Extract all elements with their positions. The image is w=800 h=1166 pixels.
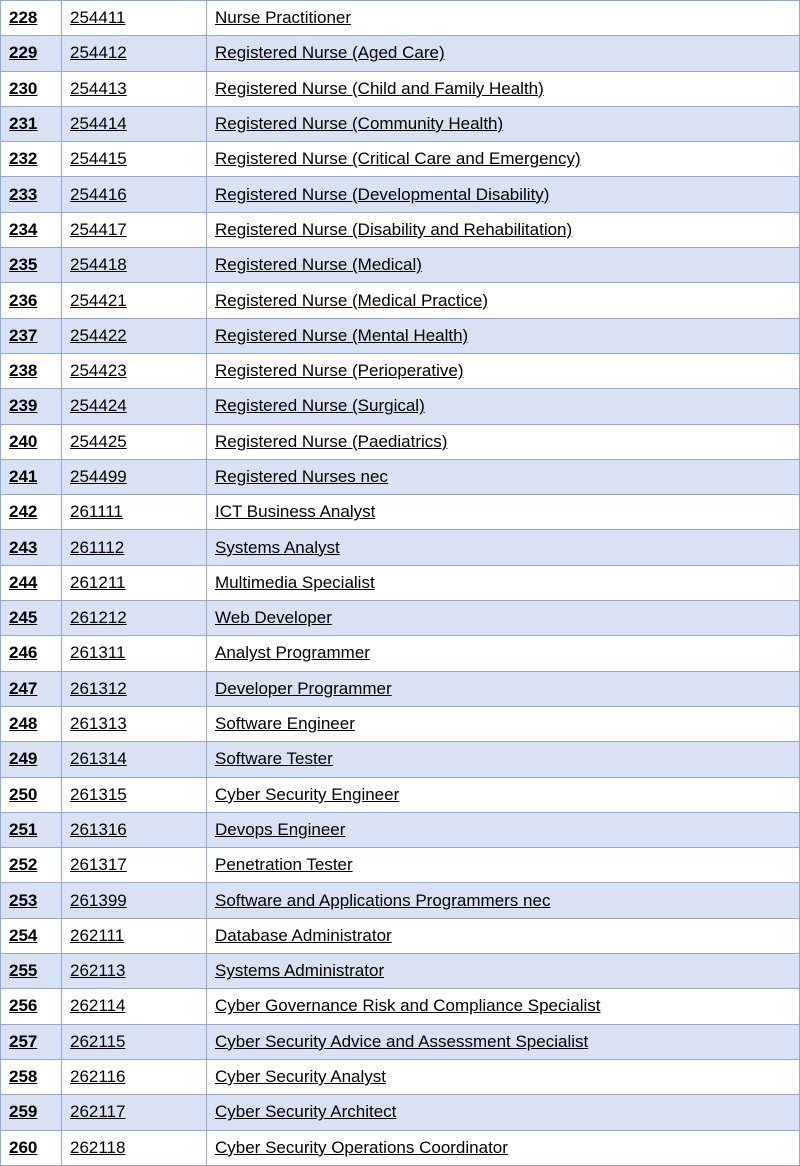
occupation-title-cell bbox=[207, 353, 800, 388]
row-number-cell bbox=[1, 71, 62, 106]
table-row bbox=[1, 671, 800, 706]
anzsco-code-link[interactable]: 254416 bbox=[70, 184, 127, 204]
anzsco-code-link[interactable]: 254418 bbox=[70, 255, 127, 275]
row-number-link[interactable]: 233 bbox=[9, 184, 38, 204]
table-row bbox=[1, 1024, 800, 1059]
occupation-title-link[interactable]: Cyber Security Engineer bbox=[215, 784, 400, 804]
occupation-title-cell bbox=[207, 989, 800, 1024]
occupation-title-link[interactable]: Developer Programmer bbox=[215, 678, 392, 698]
occupation-title-link[interactable]: Registered Nurse (Developmental Disability) bbox=[215, 184, 550, 204]
row-number-cell bbox=[1, 248, 62, 283]
anzsco-code-cell bbox=[62, 177, 207, 212]
anzsco-code-cell bbox=[62, 353, 207, 388]
table-row bbox=[1, 424, 800, 459]
table-row bbox=[1, 918, 800, 953]
occupation-title-link[interactable]: Registered Nurse (Surgical) bbox=[215, 396, 425, 416]
table-row bbox=[1, 954, 800, 989]
occupation-title-cell bbox=[207, 36, 800, 71]
occupation-title-link[interactable]: Registered Nurses nec bbox=[215, 467, 388, 486]
anzsco-code-link[interactable]: 254414 bbox=[70, 114, 127, 134]
table-row bbox=[1, 848, 800, 883]
row-number-link[interactable]: 256 bbox=[9, 996, 38, 1016]
row-number-link[interactable]: 240 bbox=[9, 431, 38, 451]
occupation-title-link[interactable]: Registered Nurse (Child and Family Health) bbox=[215, 78, 544, 98]
anzsco-code-cell bbox=[62, 1095, 207, 1130]
anzsco-code-cell bbox=[62, 671, 207, 706]
occupation-title-cell bbox=[207, 248, 800, 283]
occupation-title-link[interactable]: Nurse Practitioner bbox=[215, 8, 352, 28]
occupation-title-cell bbox=[207, 283, 800, 318]
anzsco-code-link[interactable]: 261315 bbox=[70, 784, 127, 804]
anzsco-code-cell bbox=[62, 530, 207, 565]
occupation-title-cell bbox=[207, 212, 800, 247]
occupation-title-link[interactable]: Cyber Security Advice and Assessment Specialist bbox=[215, 1031, 589, 1051]
row-number-cell bbox=[1, 742, 62, 777]
anzsco-code-cell bbox=[62, 459, 207, 494]
anzsco-code-cell bbox=[62, 565, 207, 600]
occupation-title-cell bbox=[207, 777, 800, 812]
row-number-cell bbox=[1, 636, 62, 671]
row-number-cell bbox=[1, 777, 62, 812]
row-number-link[interactable]: 242 bbox=[9, 502, 38, 522]
table-row bbox=[1, 36, 800, 71]
row-number-link[interactable]: 235 bbox=[9, 255, 38, 275]
row-number-cell bbox=[1, 353, 62, 388]
row-number-cell bbox=[1, 989, 62, 1024]
anzsco-code-cell bbox=[62, 495, 207, 530]
anzsco-code-cell bbox=[62, 36, 207, 71]
table-row bbox=[1, 177, 800, 212]
row-number-link[interactable]: 254 bbox=[9, 925, 38, 945]
row-number-link[interactable]: 237 bbox=[9, 325, 38, 345]
anzsco-code-cell bbox=[62, 918, 207, 953]
table-row bbox=[1, 1, 800, 36]
anzsco-code-cell bbox=[62, 636, 207, 671]
row-number-link[interactable]: 259 bbox=[9, 1102, 38, 1122]
table-row bbox=[1, 812, 800, 847]
occupation-title-link[interactable]: ICT Business Analyst bbox=[215, 502, 376, 522]
occupation-title-link[interactable]: Web Developer bbox=[215, 608, 332, 628]
anzsco-code-link[interactable]: 261311 bbox=[70, 643, 126, 663]
occupation-title-link[interactable]: Software and Applications Programmers nec bbox=[215, 890, 551, 910]
row-number-cell bbox=[1, 1024, 62, 1059]
occupation-title-cell bbox=[207, 565, 800, 600]
anzsco-code-link[interactable]: 261312 bbox=[70, 678, 127, 698]
anzsco-code-cell bbox=[62, 848, 207, 883]
row-number-link[interactable]: 250 bbox=[9, 784, 38, 804]
anzsco-code-cell bbox=[62, 1, 207, 36]
occupation-title-link[interactable]: Registered Nurse (Critical Care and Emergency) bbox=[215, 149, 581, 169]
occupation-title-cell bbox=[207, 742, 800, 777]
row-number-cell bbox=[1, 601, 62, 636]
occupation-title-link[interactable]: Registered Nurse (Disability and Rehabilitation) bbox=[215, 219, 573, 239]
table-row bbox=[1, 212, 800, 247]
occupation-title-cell bbox=[207, 1095, 800, 1130]
occupation-title-cell bbox=[207, 71, 800, 106]
anzsco-code-cell bbox=[62, 812, 207, 847]
row-number-cell bbox=[1, 565, 62, 600]
occupation-title-link[interactable]: Registered Nurse (Mental Health) bbox=[215, 325, 469, 345]
occupation-title-link[interactable]: Registered Nurse (Paediatrics) bbox=[215, 431, 448, 451]
anzsco-code-link[interactable]: 261313 bbox=[70, 714, 127, 734]
occupation-title-link[interactable]: Penetration Tester bbox=[215, 855, 353, 875]
row-number-link[interactable]: 251 bbox=[9, 819, 38, 839]
row-number-link[interactable]: 246 bbox=[9, 643, 38, 663]
occupation-title-link[interactable]: Systems Administrator bbox=[215, 961, 385, 981]
occupation-title-link[interactable]: Cyber Governance Risk and Compliance Specialist bbox=[215, 996, 601, 1016]
occupation-table-body bbox=[1, 1, 800, 1166]
row-number-link[interactable]: 244 bbox=[9, 572, 38, 592]
anzsco-code-cell bbox=[62, 777, 207, 812]
occupation-title-link[interactable]: Registered Nurse (Medical) bbox=[215, 255, 422, 275]
table-row bbox=[1, 142, 800, 177]
row-number-link[interactable]: 241 bbox=[9, 467, 38, 486]
row-number-link[interactable]: 249 bbox=[9, 749, 38, 769]
anzsco-code-link[interactable]: 262117 bbox=[70, 1102, 126, 1122]
anzsco-code-link[interactable]: 261316 bbox=[70, 819, 127, 839]
occupation-title-cell bbox=[207, 954, 800, 989]
occupation-title-link[interactable]: Registered Nurse (Medical Practice) bbox=[215, 290, 489, 310]
anzsco-code-cell bbox=[62, 742, 207, 777]
occupation-title-link[interactable]: Cyber Security Architect bbox=[215, 1102, 397, 1122]
anzsco-code-link[interactable]: 261399 bbox=[70, 890, 127, 910]
row-number-cell bbox=[1, 1130, 62, 1165]
row-number-cell bbox=[1, 389, 62, 424]
occupation-title-cell bbox=[207, 389, 800, 424]
row-number-link[interactable]: 245 bbox=[9, 608, 38, 628]
anzsco-code-link[interactable]: 262113 bbox=[70, 961, 126, 981]
table-row bbox=[1, 1095, 800, 1130]
occupation-title-cell bbox=[207, 318, 800, 353]
row-number-link[interactable]: 236 bbox=[9, 290, 38, 310]
table-row bbox=[1, 706, 800, 741]
occupation-title-link[interactable]: Devops Engineer bbox=[215, 819, 346, 839]
row-number-cell bbox=[1, 142, 62, 177]
table-row bbox=[1, 1130, 800, 1165]
row-number-link[interactable]: 230 bbox=[9, 78, 38, 98]
row-number-cell bbox=[1, 106, 62, 141]
anzsco-code-link[interactable]: 262111 bbox=[70, 925, 125, 945]
row-number-cell bbox=[1, 706, 62, 741]
table-row bbox=[1, 353, 800, 388]
anzsco-code-link[interactable]: 254417 bbox=[70, 219, 127, 239]
occupation-title-cell bbox=[207, 706, 800, 741]
table-row bbox=[1, 459, 800, 494]
occupation-title-cell bbox=[207, 1130, 800, 1165]
row-number-cell bbox=[1, 177, 62, 212]
row-number-link[interactable]: 247 bbox=[9, 678, 38, 698]
anzsco-code-link[interactable]: 254425 bbox=[70, 431, 127, 451]
occupation-title-cell bbox=[207, 636, 800, 671]
occupation-title-cell bbox=[207, 424, 800, 459]
occupation-title-cell bbox=[207, 459, 800, 494]
occupation-title-link[interactable]: Systems Analyst bbox=[215, 537, 340, 557]
anzsco-code-link[interactable]: 261212 bbox=[70, 608, 127, 628]
anzsco-code-link[interactable]: 261112 bbox=[70, 537, 125, 557]
anzsco-code-cell bbox=[62, 248, 207, 283]
anzsco-code-link[interactable]: 262116 bbox=[70, 1067, 126, 1087]
occupation-title-link[interactable]: Database Administrator bbox=[215, 925, 392, 945]
row-number-cell bbox=[1, 883, 62, 918]
row-number-link[interactable]: 260 bbox=[9, 1137, 38, 1157]
table-row bbox=[1, 248, 800, 283]
row-number-link[interactable]: 248 bbox=[9, 714, 38, 734]
anzsco-code-link[interactable]: 254413 bbox=[70, 78, 127, 98]
anzsco-code-cell bbox=[62, 71, 207, 106]
occupation-title-cell bbox=[207, 1, 800, 36]
anzsco-code-cell bbox=[62, 389, 207, 424]
row-number-cell bbox=[1, 318, 62, 353]
anzsco-code-link[interactable]: 254499 bbox=[70, 467, 127, 486]
anzsco-code-cell bbox=[62, 1059, 207, 1094]
table-row bbox=[1, 883, 800, 918]
anzsco-code-link[interactable]: 261111 bbox=[70, 502, 123, 522]
table-row bbox=[1, 989, 800, 1024]
occupation-title-cell bbox=[207, 530, 800, 565]
table-row bbox=[1, 318, 800, 353]
table-row bbox=[1, 389, 800, 424]
anzsco-code-cell bbox=[62, 954, 207, 989]
anzsco-code-cell bbox=[62, 283, 207, 318]
table-row bbox=[1, 742, 800, 777]
occupation-title-link[interactable]: Analyst Programmer bbox=[215, 643, 370, 663]
anzsco-code-cell bbox=[62, 601, 207, 636]
anzsco-code-cell bbox=[62, 989, 207, 1024]
anzsco-code-cell bbox=[62, 883, 207, 918]
occupation-title-cell bbox=[207, 918, 800, 953]
anzsco-code-link[interactable]: 254415 bbox=[70, 149, 127, 169]
row-number-link[interactable]: 229 bbox=[9, 43, 38, 63]
table-row bbox=[1, 71, 800, 106]
occupation-title-cell bbox=[207, 495, 800, 530]
occupation-title-link[interactable]: Multimedia Specialist bbox=[215, 572, 375, 592]
row-number-link[interactable]: 232 bbox=[9, 149, 38, 169]
table-row bbox=[1, 1059, 800, 1094]
occupation-title-link[interactable]: Registered Nurse (Aged Care) bbox=[215, 43, 445, 63]
row-number-cell bbox=[1, 671, 62, 706]
anzsco-code-link[interactable]: 261314 bbox=[70, 749, 127, 769]
row-number-cell bbox=[1, 1, 62, 36]
row-number-cell bbox=[1, 848, 62, 883]
row-number-cell bbox=[1, 459, 62, 494]
occupation-title-link[interactable]: Cyber Security Operations Coordinator bbox=[215, 1137, 508, 1157]
anzsco-code-cell bbox=[62, 106, 207, 141]
table-row bbox=[1, 283, 800, 318]
anzsco-code-link[interactable]: 254412 bbox=[70, 43, 127, 63]
occupation-title-link[interactable]: Software Tester bbox=[215, 749, 333, 769]
occupation-title-cell bbox=[207, 142, 800, 177]
anzsco-code-link[interactable]: 254421 bbox=[70, 290, 127, 310]
table-row bbox=[1, 601, 800, 636]
table-row bbox=[1, 636, 800, 671]
row-number-cell bbox=[1, 530, 62, 565]
row-number-cell bbox=[1, 954, 62, 989]
anzsco-code-link[interactable]: 254411 bbox=[70, 8, 126, 28]
occupation-title-cell bbox=[207, 1024, 800, 1059]
row-number-link[interactable]: 253 bbox=[9, 890, 38, 910]
row-number-cell bbox=[1, 212, 62, 247]
row-number-link[interactable]: 238 bbox=[9, 361, 38, 381]
anzsco-code-link[interactable]: 254422 bbox=[70, 325, 127, 345]
table-row bbox=[1, 777, 800, 812]
occupation-title-link[interactable]: Registered Nurse (Community Health) bbox=[215, 114, 504, 134]
occupation-title-cell bbox=[207, 177, 800, 212]
row-number-cell bbox=[1, 918, 62, 953]
row-number-cell bbox=[1, 424, 62, 459]
anzsco-code-cell bbox=[62, 212, 207, 247]
anzsco-code-link[interactable]: 254424 bbox=[70, 396, 127, 416]
anzsco-code-link[interactable]: 261317 bbox=[70, 855, 127, 875]
anzsco-code-cell bbox=[62, 1024, 207, 1059]
anzsco-code-link[interactable]: 254423 bbox=[70, 361, 127, 381]
anzsco-code-link[interactable]: 262114 bbox=[70, 996, 126, 1016]
row-number-link[interactable]: 243 bbox=[9, 537, 38, 557]
row-number-link[interactable]: 239 bbox=[9, 396, 38, 416]
anzsco-code-link[interactable]: 262118 bbox=[70, 1137, 126, 1157]
occupation-title-link[interactable]: Software Engineer bbox=[215, 714, 355, 734]
occupation-title-cell bbox=[207, 601, 800, 636]
row-number-link[interactable]: 257 bbox=[9, 1031, 38, 1051]
anzsco-code-cell bbox=[62, 142, 207, 177]
occupation-title-cell bbox=[207, 848, 800, 883]
row-number-link[interactable]: 231 bbox=[9, 114, 38, 134]
table-row bbox=[1, 530, 800, 565]
row-number-cell bbox=[1, 812, 62, 847]
anzsco-code-link[interactable]: 262115 bbox=[70, 1031, 126, 1051]
occupation-title-cell bbox=[207, 106, 800, 141]
occupation-title-cell bbox=[207, 671, 800, 706]
row-number-link[interactable]: 255 bbox=[9, 961, 38, 981]
anzsco-code-cell bbox=[62, 1130, 207, 1165]
table-row bbox=[1, 106, 800, 141]
row-number-cell bbox=[1, 495, 62, 530]
row-number-cell bbox=[1, 1059, 62, 1094]
row-number-link[interactable]: 228 bbox=[9, 8, 38, 28]
row-number-cell bbox=[1, 1095, 62, 1130]
anzsco-code-cell bbox=[62, 318, 207, 353]
row-number-link[interactable]: 258 bbox=[9, 1067, 38, 1087]
occupation-title-link[interactable]: Cyber Security Analyst bbox=[215, 1067, 387, 1087]
row-number-cell bbox=[1, 283, 62, 318]
anzsco-code-link[interactable]: 261211 bbox=[70, 572, 126, 592]
occupation-title-link[interactable]: Registered Nurse (Perioperative) bbox=[215, 361, 464, 381]
anzsco-code-cell bbox=[62, 706, 207, 741]
occupation-title-cell bbox=[207, 883, 800, 918]
row-number-cell bbox=[1, 36, 62, 71]
table-row bbox=[1, 495, 800, 530]
table-row bbox=[1, 565, 800, 600]
row-number-link[interactable]: 252 bbox=[9, 855, 38, 875]
occupation-title-cell bbox=[207, 812, 800, 847]
row-number-link[interactable]: 234 bbox=[9, 219, 38, 239]
anzsco-code-cell bbox=[62, 424, 207, 459]
occupation-title-cell bbox=[207, 1059, 800, 1094]
